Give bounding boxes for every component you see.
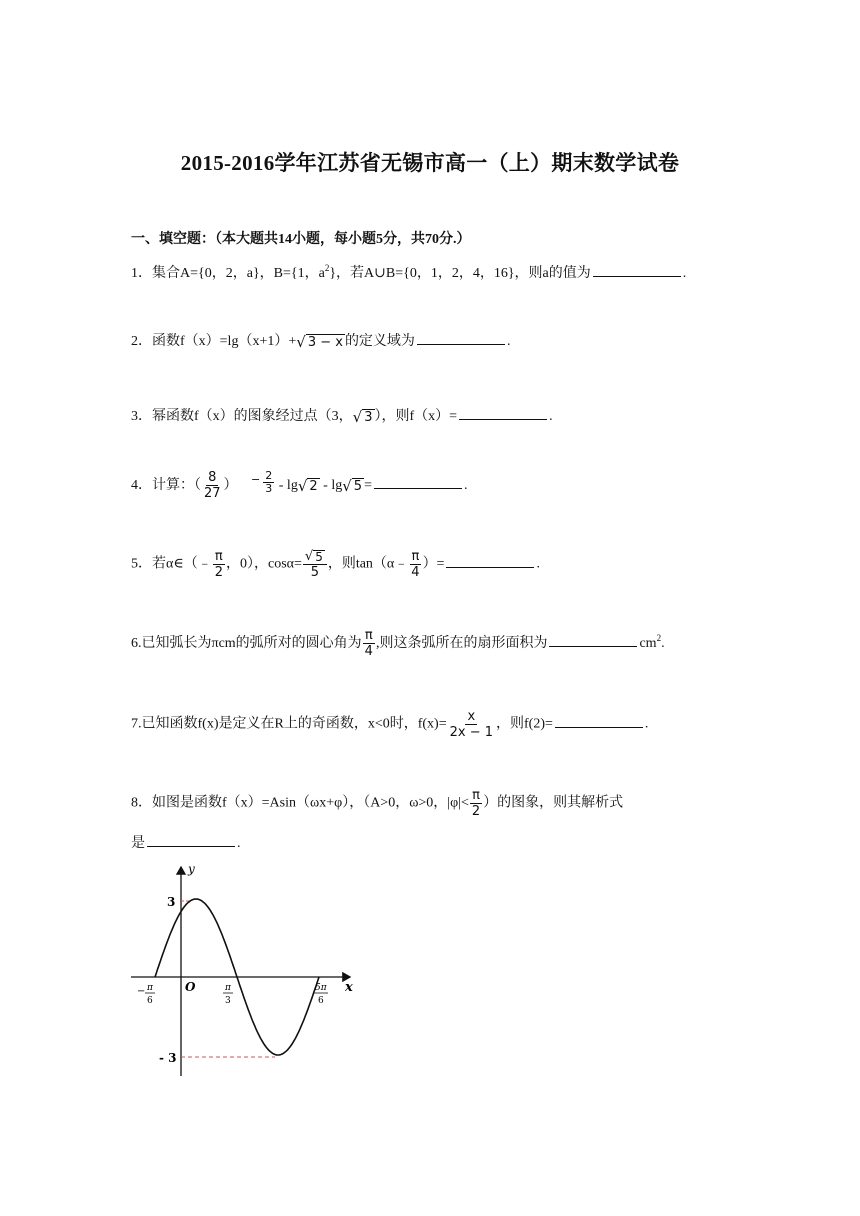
x-axis-label: x bbox=[345, 980, 353, 995]
q8-line1: 8．如图是函数f（x）=Asin（ωx+φ），（A>0，ω>0，|φ|< bbox=[131, 795, 469, 811]
q6-unit: cm bbox=[639, 636, 657, 651]
q5-mid2: ，则tan（α﹣ bbox=[327, 556, 409, 572]
q8-line1-end: ）的图象，则其解析式 bbox=[483, 795, 624, 811]
question-6 bbox=[131, 628, 665, 659]
q4-eq: = bbox=[364, 478, 372, 493]
q4-suffix: . bbox=[463, 478, 468, 493]
question-7 bbox=[131, 709, 648, 740]
q7-fraction: $\frac{x}{2x - 1}$ bbox=[449, 709, 494, 740]
section-heading: 一、填空题：（本大题共14小题，每小题5分，共70分.） bbox=[131, 232, 471, 247]
q4-exponent: − $\frac{2}{3}$ bbox=[251, 469, 273, 495]
x-end-den: 6 bbox=[318, 996, 324, 1006]
q6-answer-blank[interactable] bbox=[549, 632, 637, 647]
q7-suffix: . bbox=[644, 716, 649, 732]
x-mid-num: π bbox=[225, 983, 231, 993]
x-end-num: 5π bbox=[315, 983, 327, 993]
q8-answer-blank[interactable] bbox=[147, 832, 235, 847]
origin-label: O bbox=[185, 980, 196, 994]
sine-graph bbox=[125, 858, 361, 1080]
question-1 bbox=[131, 258, 686, 284]
x-neg-den: 6 bbox=[147, 996, 153, 1006]
q8-line2: 是 bbox=[131, 836, 145, 851]
question-2 bbox=[131, 330, 510, 352]
q3-suffix: . bbox=[549, 409, 553, 424]
q3-mid: ），则f（x）= bbox=[374, 409, 458, 424]
q1-prefix: 1．集合A={0，2，a}，B={1，a bbox=[131, 266, 325, 281]
q8-suffix: . bbox=[237, 836, 241, 851]
q6-mid: ,则这条弧所在的扇形面积为 bbox=[375, 636, 548, 651]
q4-sqrt-2: √ 2 bbox=[297, 476, 318, 495]
q5-answer-blank[interactable] bbox=[446, 553, 534, 568]
q4-mid2: - lg bbox=[319, 478, 343, 493]
q6-sup: 2 bbox=[656, 633, 662, 643]
question-3 bbox=[131, 405, 553, 427]
q4-close: ） bbox=[223, 478, 238, 493]
q4-answer-blank[interactable] bbox=[374, 474, 462, 489]
q4-fraction: $\frac{8}{27}$ bbox=[204, 470, 221, 502]
q6-frac-pi-4: $\frac{\pi}{4}$ bbox=[364, 628, 373, 660]
q7-prefix: 7.已知函数f(x)是定义在R上的奇函数，x<0时，f(x)= bbox=[131, 716, 447, 732]
q6-prefix: 6.已知弧长为πcm的弧所对的圆心角为 bbox=[131, 636, 362, 651]
q5-frac-pi-2: $\frac{\pi}{2}$ bbox=[214, 549, 223, 580]
q2-sqrt: √ 3 − x bbox=[296, 332, 343, 351]
q4-mid1: - lg bbox=[275, 478, 298, 493]
q7-answer-blank[interactable] bbox=[555, 713, 643, 728]
x-neg-sign: − bbox=[137, 986, 146, 997]
q1-suffix: . bbox=[682, 266, 687, 281]
q5-suffix: . bbox=[536, 556, 540, 572]
y-axis-label: y bbox=[188, 862, 195, 876]
q3-answer-blank[interactable] bbox=[459, 405, 547, 420]
x-mid-den: 3 bbox=[225, 996, 231, 1006]
q1-mid: }，若A∪B={0，1，2，4，16}，则a的值为 bbox=[329, 266, 591, 281]
q6-suffix: . bbox=[661, 636, 665, 651]
q2-prefix: 2．函数f（x）=lg（x+1）+ bbox=[131, 334, 297, 349]
q3-prefix: 3．幂函数f（x）的图象经过点（3， bbox=[131, 409, 353, 424]
q1-answer-blank[interactable] bbox=[593, 262, 681, 277]
q5-frac-sqrt5-5: √ 5 5 bbox=[303, 549, 327, 580]
question-8-line-1 bbox=[131, 788, 623, 819]
q1-sup: 2 bbox=[324, 263, 330, 273]
q4-sqrt-5: √ 5 bbox=[342, 476, 363, 495]
q8-frac-pi-2: $\frac{\pi}{2}$ bbox=[471, 788, 481, 819]
q2-mid: 的定义域为 bbox=[344, 334, 415, 349]
q5-mid1: ，0），cosα= bbox=[225, 556, 302, 572]
q7-mid: ，则f(2)= bbox=[496, 716, 553, 732]
question-8-line-2 bbox=[131, 832, 241, 854]
q2-suffix: . bbox=[506, 334, 511, 349]
question-4 bbox=[131, 470, 467, 501]
question-5 bbox=[131, 549, 540, 580]
q4-prefix: 4．计算：（ bbox=[131, 478, 201, 493]
y-min-label: - 3 bbox=[159, 1051, 177, 1065]
q3-sqrt: √ 3 bbox=[352, 407, 373, 426]
q5-prefix: 5．若α∈（﹣ bbox=[131, 556, 212, 572]
x-neg-num: π bbox=[147, 983, 153, 993]
y-max-label: 3 bbox=[167, 895, 176, 909]
q5-mid3: ）= bbox=[422, 556, 445, 572]
page-title: 2015-2016学年江苏省无锡市高一（上）期末数学试卷 bbox=[180, 151, 680, 175]
q5-frac-pi-4: $\frac{\pi}{4}$ bbox=[411, 549, 420, 580]
q2-answer-blank[interactable] bbox=[417, 330, 505, 345]
